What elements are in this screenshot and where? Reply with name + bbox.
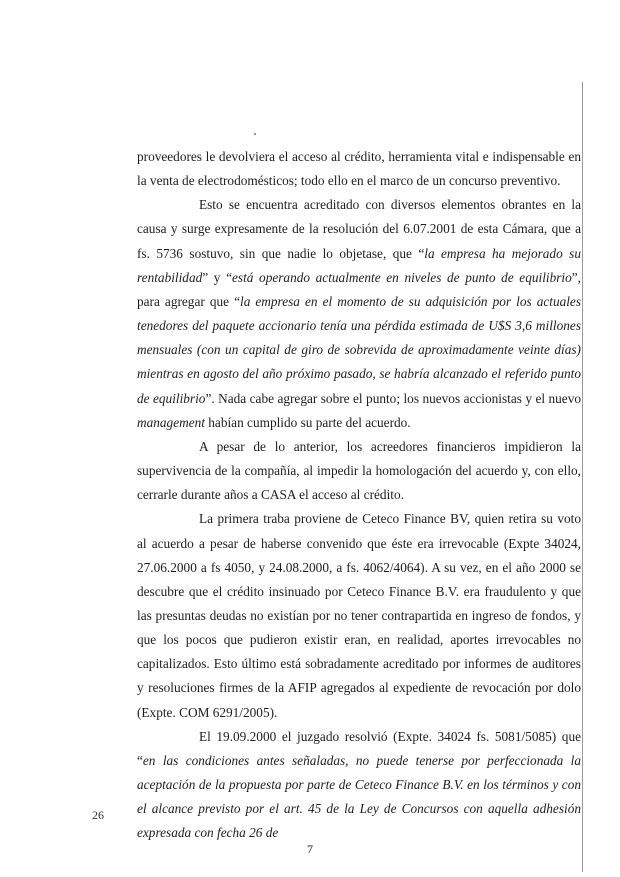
paragraph [137,507,581,724]
text-run: La primera traba proviene de Ceteco Finance BV, quien retira su voto al acuerdo a pesar de haberse convenido que éste era irrevocable (Expte 34024, 27.06.2000 a fs 4050, y 24.08.2000, a fs. 4062/4064). A su vez, en el año 2000 se descubre que el crédito insinuado por Ceteco Finance B.V. era fraudulento y que las presuntas deudas no existían por no tener contrapartida en ingreso de fondos, y que los pocos que pudieron existir eran, en realidad, aportes irrevocables no capitalizados. Esto último está sobradamente acreditado por informes de auditores y resoluciones firmes de la AFIP agregados al expediente de revocación por dolo (Expte. COM 6291/2005). [137,511,581,720]
text-run: Esto se encuentra acreditado con diversos elementos obrantes en la causa y surge expresamente de la resolución del 6.07.2001 de esta Cámara, que a fs. 5736 sostuvo, sin que nadie lo objetase, que “ [137,197,581,261]
paragraph [137,193,581,435]
text-run: ”. Nada cabe agregar sobre el punto; los nuevos accionistas y el nuevo [205,390,581,406]
scan-speck [254,133,256,135]
margin-line-number: 26 [92,808,104,822]
text-run: ”, para agregar que “ [137,269,581,309]
text-run: ” y “ [202,269,232,285]
paragraph [137,435,581,507]
text-run: A pesar de lo anterior, los acreedores financieros impidieron la supervivencia de la compañía, al impedir la homologación del acuerdo y, con ello, cerrarle durante años a CASA el acceso al crédito. [137,438,581,503]
italic-run: management [137,414,205,430]
italic-run: está operando actualmente en niveles de punto de equilibrio [232,269,572,285]
italic-run: en las condiciones antes señaladas, no puede tenerse por perfeccionada la aceptación de la propuesta por parte de Ceteco Finance B.V. en los términos y con el alcance previsto por el art. 45 de la Ley de Concursos con aquella adhesión expresada con fecha 26 de [137,752,581,841]
page-number: 7 [307,842,313,856]
paragraph [137,725,581,846]
italic-run: la empresa en el momento de su adquisición por los actuales tenedores del paquete accionario tenía una pérdida estimada de U$S 3,6 millones mensuales (con un capital de giro de sobrevida de aproximadamente veinte días) mientras en agosto del año próximo pasado, se habría alcanzado el referido punto de equilibrio [137,293,582,406]
paragraph [137,145,581,193]
margin-rule [582,82,583,872]
text-run: El 19.09.2000 el juzgado resolvió (Expte. 34024 fs. 5081/5085) que “ [137,728,581,768]
italic-run: la empresa ha mejorado su rentabilidad [137,245,581,285]
document-body [137,145,581,846]
text-run: habían cumplido su parte del acuerdo. [204,414,411,430]
text-run: proveedores le devolviera el acceso al crédito, herramienta vital e indispensable en la venta de electrodomésticos; todo ello en el marco de un concurso preventivo. [137,149,581,189]
